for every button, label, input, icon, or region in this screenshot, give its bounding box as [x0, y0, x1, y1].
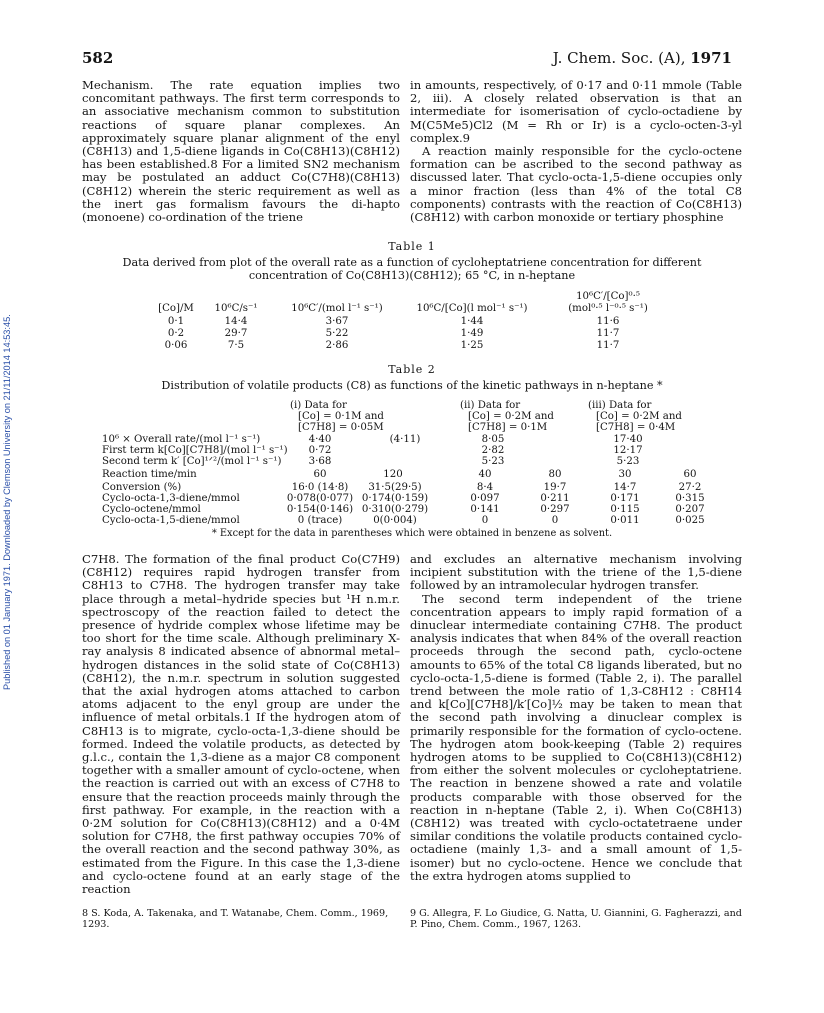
paragraph: A reaction mainly responsible for the cyclo-octene formation can be ascribed to the second pathway as discussed later. That cyclo-octa-1,5-diene occupies only a minor fraction (less than 4% of the total C8 components) contrasts with the reaction of Co(C8H13)(C8H12) with carbon monoxide or tertiary phosphine	[410, 144, 742, 225]
column-group-header: [C7H8] = 0·1M	[468, 422, 548, 433]
table-cell: 17·40	[613, 434, 643, 445]
table-cell: 0·011	[610, 515, 640, 526]
table-cell: 0·174(0·159)	[361, 493, 429, 504]
table-cell: 12·17	[613, 445, 643, 456]
right-column-top	[410, 79, 742, 224]
table-header: 10⁶C′/(mol l⁻¹ s⁻¹)	[291, 303, 383, 314]
mechanism-paragraph: Mechanism. The rate equation implies two concomitant pathways. The first term corresponds to an associative mechanism common to substitution reactions of square planar complexes. An approximately square planar alignment of the enyl (C8H13) and 1,5-diene ligands in Co(C8H13)(C8H12) has been established.8 For a limited SN2 mechanism may be postulated an adduct Co(C7H8)(C8H13)(C8H12) wherein the steric requirement as well as the inert gas formalism favours the di-hapto (monoene) co-ordination of the triene	[82, 78, 400, 225]
download-watermark	[2, 210, 16, 690]
table-cell: 1·25	[460, 340, 484, 351]
time-header: 120	[383, 469, 403, 480]
table-cell: 0·211	[540, 493, 570, 504]
table-cell: 27·2	[678, 482, 702, 493]
footnote-8: 8 S. Koda, A. Takenaka, and T. Watanabe, Chem. Comm., 1969, 1293.	[82, 908, 389, 931]
footnote-9: 9 G. Allegra, F. Lo Giudice, G. Natta, U. Giannini, G. Fagherazzi, and P. Pino, Chem. Comm., 1967, 1263.	[410, 908, 742, 931]
table-header: [Co]/M	[158, 303, 194, 314]
time-header: 40	[478, 469, 492, 480]
row-label: Second term k′ [Co]¹ᐟ²/(mol l⁻¹ s⁻¹)	[102, 456, 282, 467]
table-cell: 0	[551, 515, 559, 526]
table-cell: 11·7	[596, 340, 620, 351]
table-header: 10⁶C/[Co](l mol⁻¹ s⁻¹)	[416, 303, 528, 314]
table-cell: 2·82	[481, 445, 505, 456]
table-cell: 4·40	[308, 434, 332, 445]
time-header: 60	[313, 469, 327, 480]
table2-caption: Distribution of volatile products (C8) as functions of the kinetic pathways in n-heptane *	[161, 379, 663, 392]
column-group-header: [Co] = 0·2M and	[596, 411, 682, 422]
table-header: 10⁶C′/[Co]⁰·⁵	[576, 291, 640, 302]
table-cell: 1·49	[460, 328, 484, 339]
paragraph: C7H8. The formation of the final product Co(C7H9)(C8H12) requires rapid hydrogen transfer from C8H13 to C7H8. The hydrogen transfer may take place through a metal–hydride species but ¹H n.m.r. spectroscopy of the reaction failed to detect the presence of hydride complex whose lifetime may be too short for the time scale. Although preliminary X-ray analysis 8 indicated absence of abnormal metal–hydrogen distances in the solid state of Co(C8H13)(C8H12), the n.m.r. spectrum in solution suggested that the axial hydrogen atoms attached to carbon atoms adjacent to the enyl group are under the influence of metal orbitals.1 If the hydrogen atom of C8H13 is to migrate, cyclo-octa-1,3-diene should be formed. Indeed the volatile products, as detected by g.l.c., contain the 1,3-diene as a major C8 component together with a smaller amount of cyclo-octene, when the reaction is carried out with an excess of C7H8 to ensure that the reaction proceeds mainly through the first pathway. For example, in the reaction with a 0·2M solution for Co(C8H13)(C8H12) and a 0·4M solution for C7H8, the first pathway occupies 70% of the overall reaction and the second pathway 30%, as estimated from the Figure. In this case the 1,3-diene and cyclo-octene found at an early stage of the reaction	[82, 552, 400, 897]
page-number: 582	[82, 49, 114, 67]
table-cell: 19·7	[543, 482, 567, 493]
right-column-bottom	[410, 553, 742, 883]
time-header: 60	[683, 469, 697, 480]
row-label: 10⁶ × Overall rate/(mol l⁻¹ s⁻¹)	[102, 434, 261, 445]
paragraph: The second term independent of the triene concentration appears to imply rapid formation of a dinuclear intermediate containing C7H8. The product analysis indicates that when 84% of the overall reaction proceeds through the second path, cyclo-octene amounts to 65% of the total C8 ligands liberated, but no cyclo-octa-1,5-diene is formed (Table 2, i). The parallel trend between the mole ratio of 1,3-C8H12 : C8H14 and k[Co][C7H8]/k′[Co]½ may be taken to mean that the second path involving a dinuclear complex is primarily responsible for the formation of cyclo-octene. The hydrogen atom book-keeping (Table 2) requires hydrogen atoms to be supplied to Co(C8H13)(C8H12) from either the solvent molecules or cycloheptatriene. The reaction in benzene showed a rate and volatile products comparable with those observed for the reaction in n-heptane (Table 2, i). When Co(C8H13)(C8H12) was treated with cyclo-octatetraene under similar conditions the volatile products contained cyclo-octadiene (mainly 1,3- and a small amount of 1,5-isomer) but no cyclo-octene. Hence we conclude that the extra hydrogen atoms supplied to	[410, 591, 742, 883]
column-group-header: (i) Data for	[290, 400, 347, 411]
journal-name: J. Chem. Soc. (A),	[552, 49, 691, 67]
table-cell: 8·05	[481, 434, 505, 445]
table-cell: 31·5(29·5)	[368, 482, 422, 493]
left-column-top	[82, 79, 400, 224]
row-label: Cyclo-octa-1,3-diene/mmol	[102, 493, 240, 504]
table-cell: 11·7	[596, 328, 620, 339]
table-cell: 0·315	[675, 493, 705, 504]
column-group-header: [C7H8] = 0·05M	[298, 422, 384, 433]
table1-caption: Data derived from plot of the overall rate as a function of cycloheptatriene concentration for different concentration of Co(C8H13)(C8H12); 65 °C, in n-heptane	[122, 256, 702, 282]
table-cell: 5·22	[325, 328, 349, 339]
paragraph: and excludes an alternative mechanism involving incipient substitution with the triene of the 1,5-diene followed by an intramolecular hydrogen transfer.	[410, 552, 742, 593]
column-group-header: [Co] = 0·2M and	[468, 411, 554, 422]
table-cell: 5·23	[481, 456, 505, 467]
journal-header	[553, 49, 732, 67]
column-group-header: [C7H8] = 0·4M	[596, 422, 676, 433]
table-cell: 0·025	[675, 515, 705, 526]
column-group-header: (ii) Data for	[460, 400, 521, 411]
table-cell: 11·6	[596, 316, 620, 327]
table-cell: 0·1	[167, 316, 185, 327]
row-label: Cyclo-octa-1,5-diene/mmol	[102, 515, 240, 526]
table-cell: 7·5	[227, 340, 245, 351]
row-label: Conversion (%)	[102, 482, 182, 493]
row-label: Reaction time/min	[102, 469, 197, 480]
table-cell: 3·67	[325, 316, 349, 327]
table2-title: Table 2	[388, 363, 436, 376]
table1-title: Table 1	[388, 240, 436, 253]
table-cell: 0(0·004)	[373, 515, 417, 526]
table-cell: 0·06	[164, 340, 188, 351]
journal-year: 1971	[690, 49, 732, 67]
table-cell: 0·297	[540, 504, 570, 515]
time-header: 30	[618, 469, 632, 480]
table-cell: 0	[481, 515, 489, 526]
table-cell: 14·7	[613, 482, 637, 493]
download-watermark-text: Published on 01 January 1971. Downloaded by Clemson University on 21/11/2014 14:53:45.	[2, 314, 12, 690]
table-cell: 0·72	[308, 445, 332, 456]
time-header: 80	[548, 469, 562, 480]
table-cell: 0·310(0·279)	[361, 504, 429, 515]
table-cell: 0·2	[167, 328, 185, 339]
paragraph: in amounts, respectively, of 0·17 and 0·11 mmole (Table 2, iii). A closely related observation is that an intermediate for isomerisation of cyclo-octadiene by M(C5Me5)Cl2 (M = Rh or Ir) is a cyclo-octen-3-yl complex.9	[410, 78, 742, 145]
row-label: First term k[Co][C7H8]/(mol l⁻¹ s⁻¹)	[102, 445, 288, 456]
table-cell: 2·86	[325, 340, 349, 351]
table-cell: 16·0 (14·8)	[291, 482, 349, 493]
table-cell: 5·23	[616, 456, 640, 467]
table-cell: 0·141	[470, 504, 500, 515]
table-cell: 3·68	[308, 456, 332, 467]
table-header: 10⁶C/s⁻¹	[214, 303, 258, 314]
column-group-header: [Co] = 0·1M and	[298, 411, 384, 422]
table-cell: 0·207	[675, 504, 705, 515]
left-column-bottom	[82, 553, 400, 896]
table-cell: 14·4	[224, 316, 248, 327]
table-cell: 8·4	[476, 482, 494, 493]
table-cell: 29·7	[224, 328, 248, 339]
table2-footnote: * Except for the data in parentheses which were obtained in benzene as solvent.	[211, 528, 613, 539]
table-cell: 1·44	[460, 316, 484, 327]
table-cell: 0·154(0·146)	[286, 504, 354, 515]
table-cell: 0·097	[470, 493, 500, 504]
table-header: (mol⁰·⁵ l⁻⁰·⁵ s⁻¹)	[568, 303, 648, 314]
table-cell: 0·115	[610, 504, 640, 515]
table-cell: 0·078(0·077)	[286, 493, 354, 504]
table-cell: 0 (trace)	[297, 515, 343, 526]
row-label: Cyclo-octene/mmol	[102, 504, 201, 515]
table-cell: (4·11)	[389, 434, 421, 445]
column-group-header: (iii) Data for	[588, 400, 652, 411]
table-cell: 0·171	[610, 493, 640, 504]
